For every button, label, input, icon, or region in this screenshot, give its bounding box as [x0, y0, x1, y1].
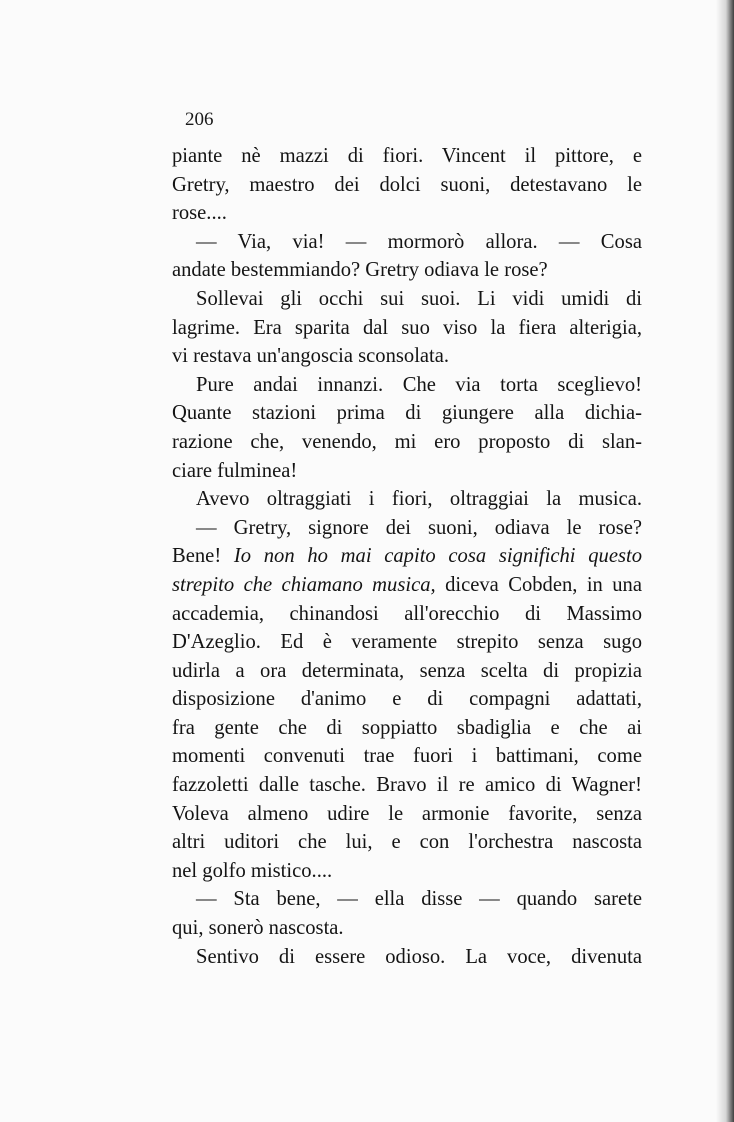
text-line: ciare fulminea! — [172, 459, 298, 482]
text-line: razione che, venendo, mi ero proposto di slan- — [172, 430, 642, 453]
text-line: piante nè mazzi di fiori. Vincent il pittore, e — [172, 145, 642, 167]
text-line: vi restava un'angoscia sconsolata. — [172, 345, 450, 368]
text-line: disposizione d'animo e di compagni adattati, — [172, 688, 642, 711]
text-line: D'Azeglio. Ed è veramente strepito senza sugo — [172, 631, 642, 654]
text-line: lagrime. Era sparita dal suo viso la fiera alterigia, — [172, 316, 642, 339]
text-line: rose.... — [172, 202, 227, 225]
text-line: fazzoletti dalle tasche. Bravo il re amico di Wagner! — [172, 774, 642, 797]
text-line: — Via, via! — mormorò allora. — Cosa — [196, 230, 642, 253]
text-line: Quante stazioni prima di giungere alla dichia- — [172, 402, 642, 425]
text-line: udirla a ora determinata, senza scelta di propizia — [172, 659, 642, 682]
text-line: qui, sonerò nascosta. — [172, 917, 344, 940]
italic-quote: Io non ho mai capito cosa significhi questo — [233, 545, 642, 568]
text-segment: diceva Cobden, in una — [435, 573, 642, 596]
text-line: nel golfo mistico.... — [172, 859, 333, 882]
text-line: — Gretry, signore dei suoni, odiava le rose? — [196, 516, 642, 539]
text-line: Sollevai gli occhi sui suoi. Li vidi umidi di — [196, 287, 642, 310]
text-line-mixed — [172, 542, 642, 571]
text-line: Voleva almeno udire le armonie favorite, senza — [172, 802, 642, 825]
text-line: fra gente che di soppiatto sbadiglia e che ai — [172, 716, 642, 739]
italic-quote: strepito che chiamano musica, — [172, 573, 436, 596]
text-line: Pure andai innanzi. Che via torta sceglievo! — [196, 373, 642, 396]
text-line: — Sta bene, — ella disse — quando sarete — [196, 888, 642, 911]
body-text — [172, 142, 642, 971]
page-edge-shadow — [716, 0, 734, 1122]
page-number: 206 — [185, 109, 214, 130]
text-line: altri uditori che lui, e con l'orchestra nascosta — [172, 831, 642, 854]
text-line-mixed — [172, 571, 642, 600]
text-line: andate bestemmiando? Gretry odiava le rose? — [172, 259, 548, 282]
text-line: Gretry, maestro dei dolci suoni, detestavano le — [172, 173, 642, 196]
text-segment: Bene! — [172, 545, 234, 568]
text-line: accademia, chinandosi all'orecchio di Massimo — [172, 602, 642, 625]
text-line: momenti convenuti trae fuori i battimani, come — [172, 745, 642, 768]
text-line: Sentivo di essere odioso. La voce, divenuta — [196, 945, 642, 968]
text-line: Avevo oltraggiati i fiori, oltraggiai la musica. — [196, 488, 642, 511]
